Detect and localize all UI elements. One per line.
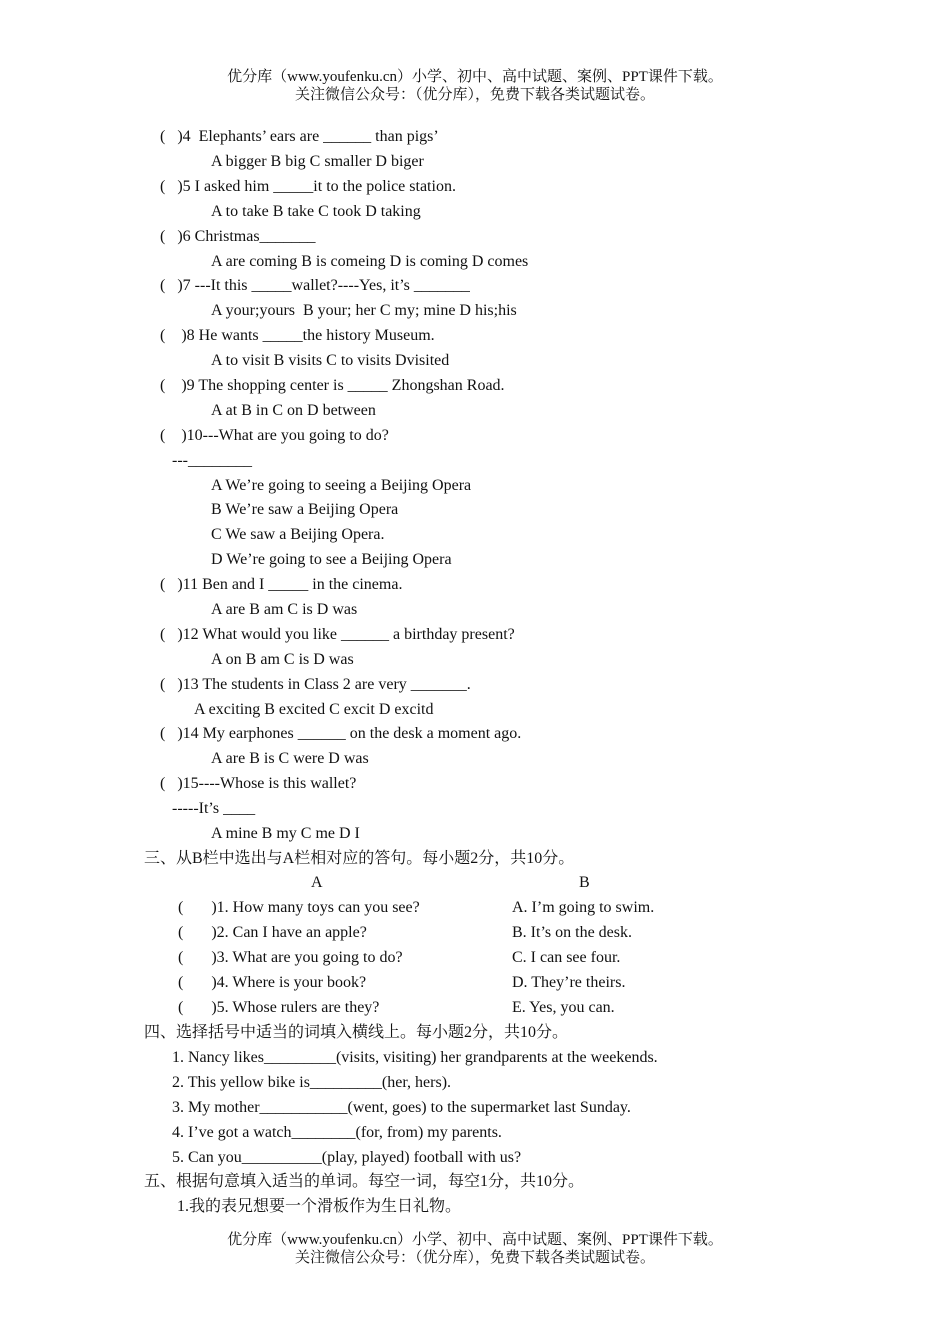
- question-14: ( )14 My earphones ______ on the desk a moment ago.: [160, 725, 522, 742]
- question-5-options: A to take B take C took D taking: [211, 203, 421, 220]
- question-8: ( )8 He wants _____the history Museum.: [160, 327, 435, 344]
- header-line-1: 优分库（www.youfenku.cn）小学、初中、高中试题、案例、PPT课件下载。: [227, 69, 723, 85]
- question-9: ( )9 The shopping center is _____ Zhongshan Road.: [160, 377, 505, 394]
- question-10-option-b: B We’re saw a Beijing Opera: [211, 501, 399, 518]
- match-a-1: ( )1. How many toys can you see?: [178, 899, 420, 916]
- footer-line-2: 关注微信公众号：（优分库），免费下载各类试题试卷。: [294, 1250, 655, 1266]
- question-6-options: A are coming B is comeing D is coming D comes: [211, 253, 529, 270]
- fill-item-2: 2. This yellow bike is_________(her, hers).: [172, 1074, 452, 1091]
- match-b-4: D. They’re theirs.: [512, 974, 626, 991]
- question-10-option-d: D We’re going to see a Beijing Opera: [211, 551, 452, 568]
- question-7-options: A your;yours B your; her C my; mine D his;his: [211, 302, 517, 319]
- question-10: ( )10---What are you going to do?: [160, 427, 389, 444]
- question-12: ( )12 What would you like ______ a birthday present?: [160, 626, 515, 643]
- question-15: ( )15----Whose is this wallet?: [160, 775, 357, 792]
- match-b-2: B. It’s on the desk.: [512, 924, 632, 941]
- question-15-options: A mine B my C me D I: [211, 825, 360, 842]
- page-header: [0, 68, 950, 104]
- footer-line-1: 优分库（www.youfenku.cn）小学、初中、高中试题、案例、PPT课件下载。: [227, 1232, 723, 1248]
- question-10-option-a: A We’re going to seeing a Beijing Opera: [211, 477, 472, 494]
- question-14-options: A are B is C were D was: [211, 750, 369, 767]
- question-10-option-c: C We saw a Beijing Opera.: [211, 526, 385, 543]
- question-11: ( )11 Ben and I _____ in the cinema.: [160, 576, 403, 593]
- match-b-5: E. Yes, you can.: [512, 999, 615, 1016]
- question-8-options: A to visit B visits C to visits Dvisited: [211, 352, 450, 369]
- question-5: ( )5 I asked him _____it to the police station.: [160, 178, 456, 195]
- page-footer: [0, 1231, 950, 1267]
- match-b-3: C. I can see four.: [512, 949, 621, 966]
- match-a-3: ( )3. What are you going to do?: [178, 949, 403, 966]
- fill-item-3: 3. My mother___________(went, goes) to the supermarket last Sunday.: [172, 1099, 631, 1116]
- fill-item-5: 5. Can you__________(play, played) football with us?: [172, 1149, 522, 1166]
- column-a-heading: A: [311, 874, 323, 891]
- section-3-title: 三、从B栏中选出与A栏相对应的答句。每小题2分，共10分。: [144, 850, 575, 867]
- section-5-title: 五、根据句意填入适当的单词。每空一词，每空1分，共10分。: [144, 1173, 585, 1190]
- question-7: ( )7 ---It this _____wallet?----Yes, it’s _______: [160, 277, 470, 294]
- question-13: ( )13 The students in Class 2 are very _______.: [160, 676, 471, 693]
- question-11-options: A are B am C is D was: [211, 601, 358, 618]
- match-b-1: A. I’m going to swim.: [512, 899, 655, 916]
- header-line-2: 关注微信公众号：（优分库），免费下载各类试题试卷。: [294, 87, 655, 103]
- question-4: ( )4 Elephants’ ears are ______ than pigs’: [160, 128, 439, 145]
- question-10-answer-blank: ---________: [172, 452, 252, 469]
- column-b-heading: B: [579, 874, 590, 891]
- question-4-options: A bigger B big C smaller D biger: [211, 153, 424, 170]
- question-13-options: A exciting B excited C excit D excitd: [194, 701, 434, 718]
- question-6: ( )6 Christmas_______: [160, 228, 316, 245]
- match-a-4: ( )4. Where is your book?: [178, 974, 367, 991]
- question-12-options: A on B am C is D was: [211, 651, 354, 668]
- section-5-item-1: 1.我的表兄想要一个滑板作为生日礼物。: [177, 1198, 462, 1215]
- question-9-options: A at B in C on D between: [211, 402, 376, 419]
- fill-item-4: 4. I’ve got a watch________(for, from) my parents.: [172, 1124, 502, 1141]
- question-15-answer-blank: -----It’s ____: [172, 800, 256, 817]
- match-a-5: ( )5. Whose rulers are they?: [178, 999, 380, 1016]
- section-4-title: 四、选择括号中适当的词填入横线上。每小题2分，共10分。: [144, 1024, 569, 1041]
- match-a-2: ( )2. Can I have an apple?: [178, 924, 367, 941]
- fill-item-1: 1. Nancy likes_________(visits, visiting) her grandparents at the weekends.: [172, 1049, 658, 1066]
